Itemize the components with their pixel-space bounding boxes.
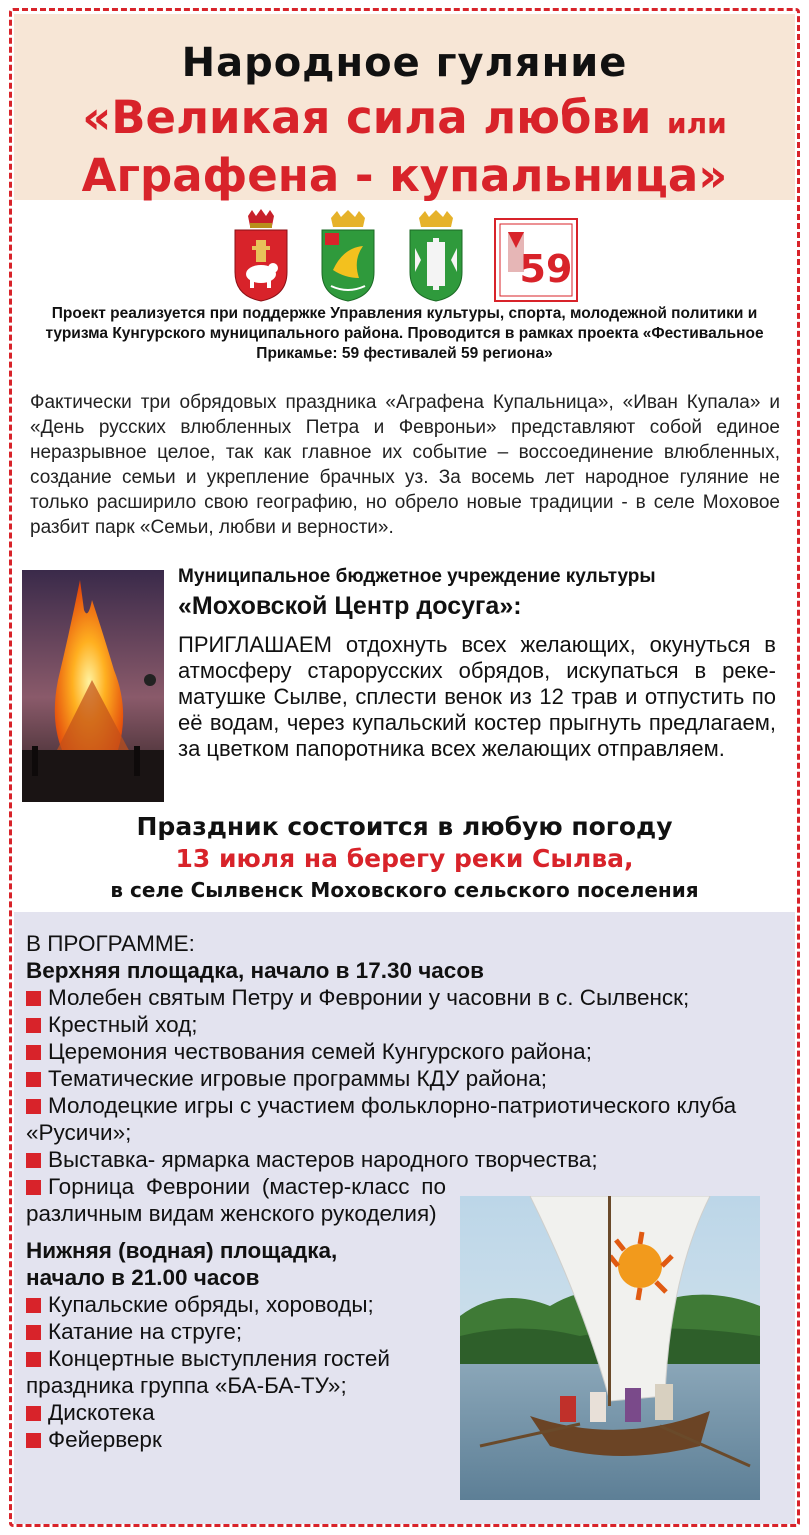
- bullet-square-icon: [26, 1153, 41, 1168]
- invitation-paragraph: ПРИГЛАШАЕМ отдохнуть всех желающих, окунуться в атмосферу старорусских обрядов, искупаться в реке-матушке Сылве, сплести венок из 12 трав и отпустить по её водам, через купальский костер прыгнуть предлагаем, за цветком папоротника всех желающих отправляем.: [178, 632, 776, 761]
- bonfire-photo: [22, 570, 164, 802]
- kungur-town-coat-of-arms-icon: [407, 208, 465, 302]
- weather-note: Праздник состоится в любую погоду: [136, 812, 673, 841]
- bullet-square-icon: [26, 1352, 41, 1367]
- list-item: Горница Февронии (мастер-класс по различным видам женского рукоделия): [26, 1174, 446, 1226]
- festival-59-number: 59: [519, 247, 573, 291]
- list-item: Дискотека: [26, 1399, 786, 1426]
- bullet-square-icon: [26, 1298, 41, 1313]
- support-note: Проект реализуется при поддержке Управления культуры, спорта, молодежной политики и туризма Кунгурского муниципального района. Проводится в рамках проекта «Фестивальное Прикамье: 59 фестивалей 59 региона»: [45, 305, 764, 362]
- lower-site-title-2: начало в 21.00 часов: [26, 1265, 260, 1290]
- bullet-square-icon: [26, 1099, 41, 1114]
- list-item: Фейерверк: [26, 1426, 786, 1453]
- list-item: Купальские обряды, хороводы;: [26, 1291, 786, 1318]
- bullet-square-icon: [26, 1406, 41, 1421]
- program-heading: В ПРОГРАММЕ:: [26, 931, 195, 956]
- event-title: [14, 92, 795, 202]
- kungur-district-coat-of-arms-icon: [319, 208, 377, 302]
- event-date-place: 13 июля на берегу реки Сылва,: [175, 844, 634, 873]
- bullet-square-icon: [26, 1325, 41, 1340]
- event-title-or: или: [667, 107, 727, 140]
- list-item: Молебен святым Петру и Февронии у часовни в с. Сылвенск;: [26, 984, 786, 1011]
- organizer-name: «Моховской Центр досуга»:: [178, 592, 522, 620]
- list-item: Тематические игровые программы КДУ района;: [26, 1065, 786, 1092]
- page-title: Народное гуляние: [181, 40, 628, 86]
- list-item: Церемония чествования семей Кунгурского района;: [26, 1038, 786, 1065]
- list-item: Концертные выступления гостей праздника группа «БА-БА-ТУ»;: [26, 1346, 390, 1398]
- list-item: Катание на струге;: [26, 1318, 786, 1345]
- upper-site-title: Верхняя площадка, начало в 17.30 часов: [26, 958, 484, 983]
- lower-site-title-1: Нижняя (водная) площадка,: [26, 1238, 338, 1263]
- boat-photo: [460, 1196, 760, 1500]
- bullet-square-icon: [26, 1072, 41, 1087]
- intro-paragraph: Фактически три обрядовых праздника «Аграфена Купальница», «Иван Купала» и «День русских влюбленных Петра и Февроньи» представляют собой единое неразрывное целое, так как главное их событие – воссоединение влюбленных, создание семьи и укрепление брачных уз. За восемь лет народное гуляние не только расширило свою географию, но обрело новые традиции - в селе Моховое разбит парк «Семьи, любви и верности».: [30, 392, 780, 538]
- list-item: Выставка- ярмарка мастеров народного творчества;: [26, 1146, 786, 1173]
- coats-of-arms-row: [232, 206, 578, 302]
- bullet-square-icon: [26, 1180, 41, 1195]
- festival-59-logo: [494, 218, 578, 302]
- bullet-square-icon: [26, 1433, 41, 1448]
- perm-krai-coat-of-arms-icon: [232, 208, 290, 302]
- list-item: Крестный ход;: [26, 1011, 786, 1038]
- event-title-part2: Аграфена - купальница»: [81, 149, 728, 202]
- event-title-part1: «Великая сила любви: [82, 91, 652, 144]
- bullet-square-icon: [26, 1018, 41, 1033]
- organizer-type: Муниципальное бюджетное учреждение культуры: [178, 566, 656, 587]
- event-village: в селе Сылвенск Моховского сельского поселения: [110, 878, 699, 902]
- bullet-square-icon: [26, 1045, 41, 1060]
- bullet-square-icon: [26, 991, 41, 1006]
- list-item: Молодецкие игры с участием фольклорно-патриотического клуба «Русичи»;: [26, 1093, 737, 1145]
